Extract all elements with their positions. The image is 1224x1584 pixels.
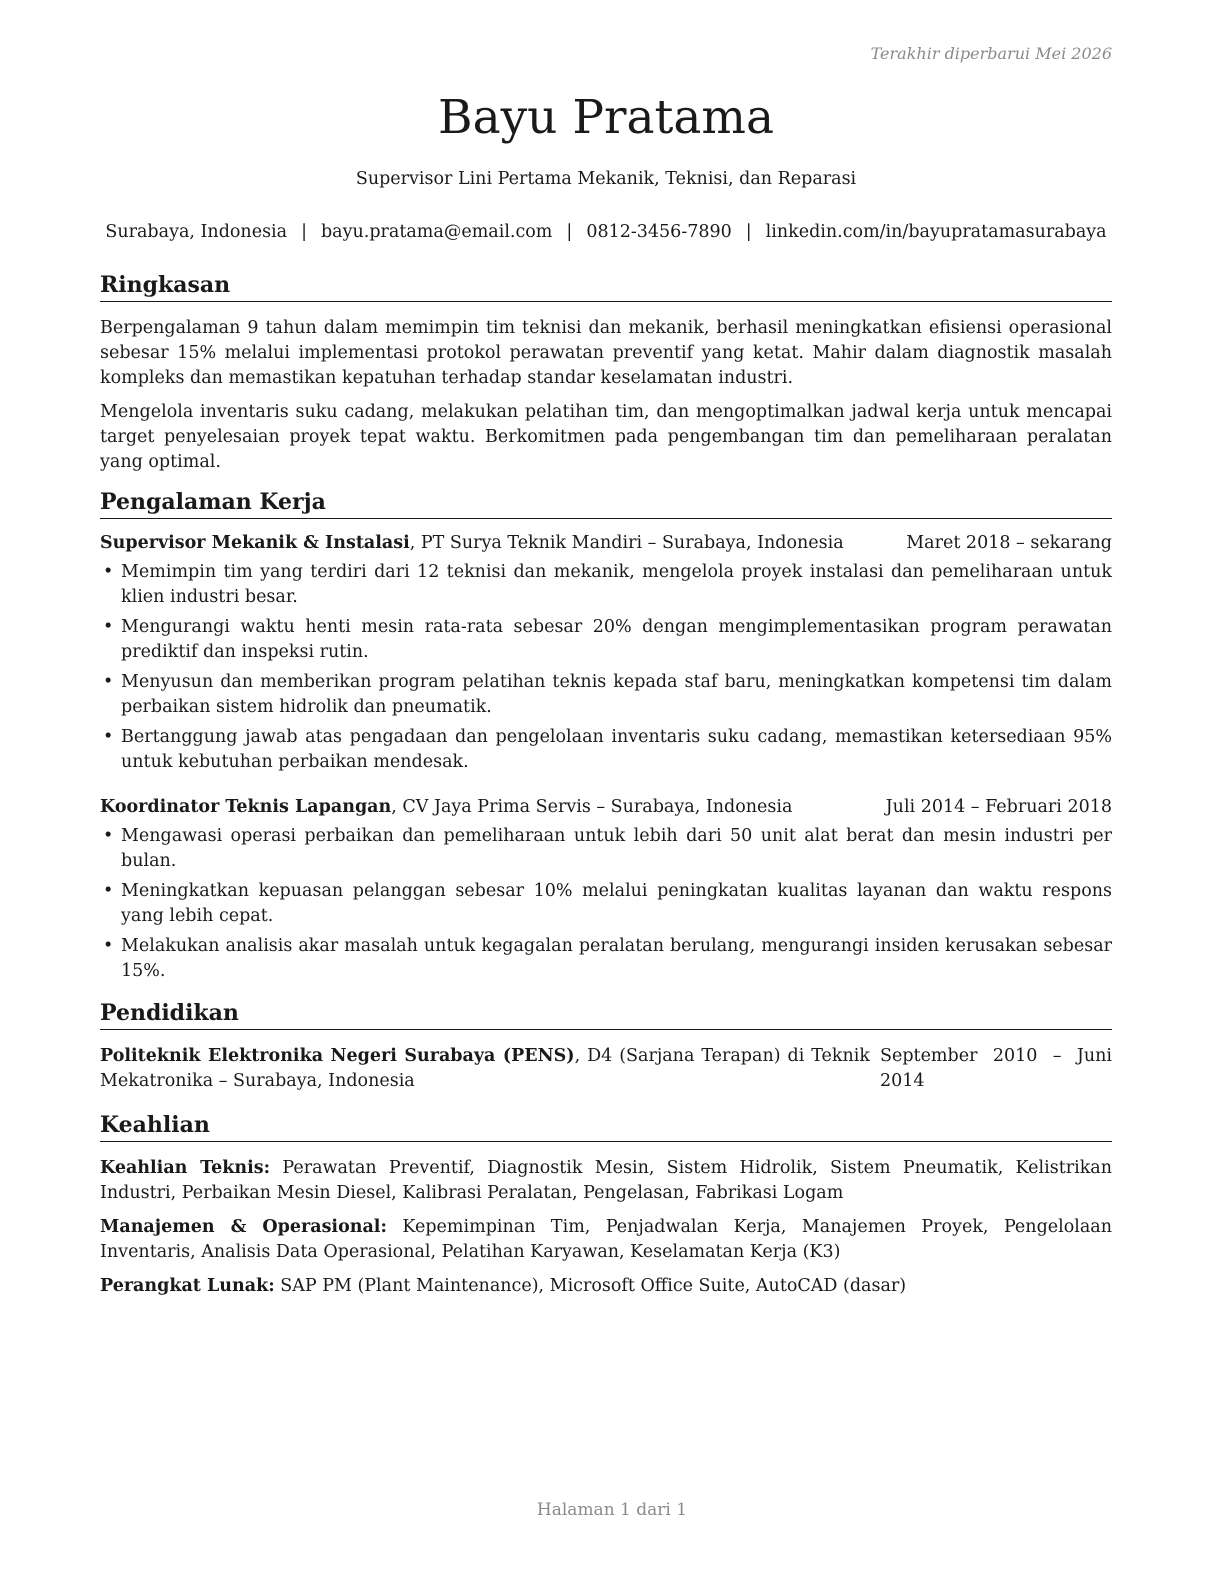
resume-page [100, 0, 1112, 1584]
job-bullet-text: Mengawasi operasi perbaikan dan pemeliharaan untuk lebih dari 50 unit alat berat dan mesin industri per bulan. [121, 826, 1112, 871]
contact-location: Surabaya, Indonesia [105, 222, 288, 242]
education-school: Politeknik Elektronika Negeri Surabaya (PENS) [100, 1046, 575, 1066]
education-section [100, 998, 1112, 1094]
job-entry [100, 795, 1112, 984]
job-bullet [100, 615, 1112, 665]
summary-paragraph: Berpengalaman 9 tahun dalam memimpin tim teknisi dan mekanik, berhasil meningkatkan efisiensi operasional sebesar 15% melalui implementasi protokol perawatan preventif yang ketat. Mahir dalam diagnostik masalah kompleks dan memastikan kepatuhan terhadap standar keselamatan industri. [100, 318, 1112, 388]
summary-paragraph: Mengelola inventaris suku cadang, melakukan pelatihan tim, dan mengoptimalkan jadwal kerja untuk mencapai target penyelesaian proyek tepat waktu. Berkomitmen pada pengembangan tim dan pemeliharaan peralatan yang optimal. [100, 402, 1112, 472]
skill-group-items: Perawatan Preventif, Diagnostik Mesin, Sistem Hidrolik, Sistem Pneumatik, Kelistrikan Industri, Perbaikan Mesin Diesel, Kalibrasi Peralatan, Pengelasan, Fabrikasi Logam [100, 1158, 1112, 1203]
job-bullet-text: Mengurangi waktu henti mesin rata-rata sebesar 20% dengan mengimplementasikan program perawatan prediktif dan inspeksi rutin. [121, 617, 1112, 662]
job-bullet-text: Meningkatkan kepuasan pelanggan sebesar 10% melalui peningkatan kualitas layanan dan waktu respons yang lebih cepat. [121, 881, 1112, 926]
contact-phone: 0812-3456-7890 [586, 222, 732, 242]
job-bullet [100, 879, 1112, 929]
job-bullet [100, 670, 1112, 720]
bullet-icon: • [103, 562, 114, 582]
skill-group-label: Perangkat Lunak: [100, 1276, 275, 1296]
job-bullets [100, 824, 1112, 984]
skill-group-label: Manajemen & Operasional: [100, 1217, 387, 1237]
education-entry [100, 1044, 1112, 1094]
job-role: Supervisor Mekanik & Instalasi [100, 533, 410, 553]
skill-group-items: Kepemimpinan Tim, Penjadwalan Kerja, Manajemen Proyek, Pengelolaan Inventaris, Analisis Data Operasional, Pelatihan Karyawan, Keselamatan Kerja (K3) [100, 1217, 1112, 1262]
job-bullet-text: Melakukan analisis akar masalah untuk kegagalan peralatan berulang, mengurangi insiden kerusakan sebesar 15%. [121, 936, 1112, 981]
contact-linkedin[interactable]: linkedin.com/in/bayupratamasurabaya [765, 222, 1107, 242]
skill-group [100, 1156, 1112, 1206]
section-title-education: Pendidikan [100, 998, 1112, 1030]
job-dates: Maret 2018 – sekarang [906, 533, 1112, 553]
bullet-icon: • [103, 936, 114, 956]
job-bullet [100, 725, 1112, 775]
candidate-name: Bayu Pratama [438, 90, 774, 145]
page-number: Halaman 1 dari 1 [536, 1500, 688, 1520]
last-updated: Terakhir diperbarui Mei 2026 [870, 44, 1112, 63]
section-title-summary: Ringkasan [100, 270, 1112, 302]
candidate-headline: Supervisor Lini Pertama Mekanik, Teknisi, dan Reparasi [355, 169, 857, 189]
experience-section [100, 487, 1112, 984]
bullet-icon: • [103, 617, 114, 637]
education-institution [100, 1044, 870, 1094]
section-title-experience: Pengalaman Kerja [100, 487, 1112, 519]
job-header [100, 531, 1112, 556]
skill-group-items: SAP PM (Plant Maintenance), Microsoft Office Suite, AutoCAD (dasar) [274, 1276, 907, 1296]
job-role: Koordinator Teknis Lapangan [100, 797, 392, 817]
section-title-skills: Keahlian [100, 1110, 1112, 1142]
bullet-icon: • [103, 826, 114, 846]
skills-section [100, 1110, 1112, 1299]
bullet-icon: • [103, 672, 114, 692]
contact-email[interactable]: bayu.pratama@email.com [320, 222, 553, 242]
contact-line [90, 220, 1122, 244]
job-entry [100, 531, 1112, 775]
summary-section [100, 270, 1112, 475]
job-bullet [100, 934, 1112, 984]
job-bullet-text: Menyusun dan memberikan program pelatihan teknis kepada staf baru, meningkatkan kompetensi tim dalam perbaikan sistem hidrolik dan pneumatik. [121, 672, 1112, 717]
skill-group [100, 1215, 1112, 1265]
education-detail: , D4 (Sarjana Terapan) di Teknik Mekatronika – Surabaya, Indonesia [100, 1046, 870, 1091]
job-header [100, 795, 1112, 820]
job-company: , PT Surya Teknik Mandiri – Surabaya, Indonesia [409, 533, 844, 553]
job-bullet-text: Bertanggung jawab atas pengadaan dan pengelolaan inventaris suku cadang, memastikan ketersediaan 95% untuk kebutuhan perbaikan mendesak. [121, 727, 1112, 772]
bullet-icon: • [103, 727, 114, 747]
job-bullet [100, 560, 1112, 610]
job-bullets [100, 560, 1112, 775]
contact-separator: | [745, 222, 752, 242]
skill-group-label: Keahlian Teknis: [100, 1158, 271, 1178]
job-bullet [100, 824, 1112, 874]
job-bullet-text: Memimpin tim yang terdiri dari 12 teknisi dan mekanik, mengelola proyek instalasi dan pemeliharaan untuk klien industri besar. [121, 562, 1112, 607]
contact-separator: | [301, 222, 307, 242]
education-dates: September 2010 – Juni 2014 [880, 1046, 1112, 1091]
bullet-icon: • [103, 881, 114, 901]
job-company: , CV Jaya Prima Servis – Surabaya, Indonesia [391, 797, 793, 817]
resume-content [100, 270, 1112, 1307]
skill-group [100, 1274, 1112, 1299]
contact-separator: | [566, 222, 573, 242]
job-dates: Juli 2014 – Februari 2018 [885, 797, 1112, 817]
